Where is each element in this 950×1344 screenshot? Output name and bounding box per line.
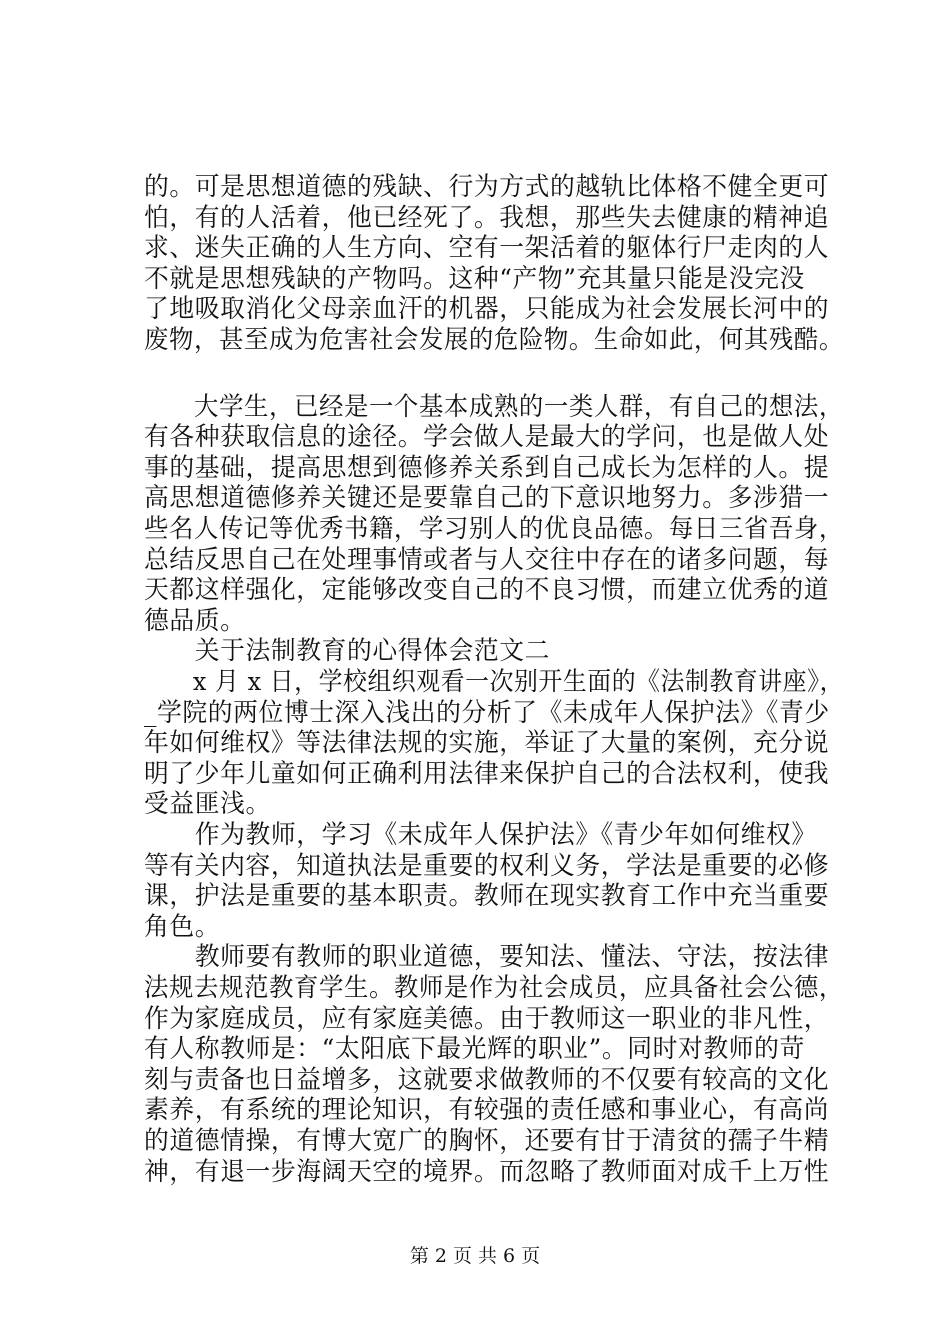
text-line: 不就是思想残缺的产物吗。这种“产物”充其量只能是没完没	[144, 264, 805, 294]
text-line: 明了少年儿童如何正确利用法律来保护自己的合法权利，使我	[144, 759, 830, 789]
text-line: 有各种获取信息的途径。学会做人是最大的学问，也是做人处	[144, 422, 830, 452]
text-line: 法规去规范教育学生。教师是作为社会成员，应具备社会公德，	[144, 973, 844, 1003]
text-line: 废物，甚至成为危害社会发展的危险物。生命如此，何其残酷。	[144, 325, 844, 355]
text-line: 等有关内容，知道执法是重要的权利义务，学法是重要的必修	[144, 851, 830, 881]
text-line: 大学生，已经是一个基本成熟的一类人群，有自己的想法，	[144, 392, 844, 422]
text-line: 求、迷失正确的人生方向、空有一架活着的躯体行尸走肉的人	[144, 233, 830, 263]
text-line: 神，有退一步海阔天空的境界。而忽略了教师面对成千上万性	[144, 1157, 830, 1187]
text-line: 角色。	[144, 912, 221, 942]
page-footer: 第 2 页 共 6 页	[409, 1245, 541, 1267]
text-line: 德品质。	[144, 606, 246, 636]
text-line: 课，护法是重要的基本职责。教师在现实教育工作中充当重要	[144, 881, 830, 911]
text-line: 素养，有系统的理论知识，有较强的责任感和事业心，有高尚	[144, 1095, 830, 1125]
text-line: 高思想道德修养关键还是要靠自己的下意识地努力。多涉猎一	[144, 483, 830, 513]
text-line: 受益匪浅。	[144, 789, 271, 819]
text-line: 的。可是思想道德的残缺、行为方式的越轨比体格不健全更可	[144, 172, 830, 202]
text-line: 有人称教师是：“太阳底下最光辉的职业”。同时对教师的苛	[144, 1034, 805, 1064]
text-line: 作为教师，学习《未成年人保护法》《青少年如何维权》	[144, 820, 817, 850]
text-line: 些名人传记等优秀书籍，学习别人的优良品德。每日三省吾身，	[144, 514, 844, 544]
text-line: 天都这样强化，定能够改变自己的不良习惯，而建立优秀的道	[144, 575, 830, 605]
text-line: 年如何维权》等法律法规的实施，举证了大量的案例，充分说	[144, 728, 830, 758]
section-heading: 关于法制教育的心得体会范文二	[144, 636, 550, 666]
text-line: 的道德情操，有博大宽广的胸怀，还要有甘于清贫的孺子牛精	[144, 1126, 830, 1156]
text-line: _学院的两位博士深入浅出的分析了《未成年人保护法》《青少	[144, 698, 830, 728]
text-line: x 月 x 日，学校组织观看一次别开生面的《法制教育讲座》，	[144, 667, 845, 697]
text-line: 作为家庭成员，应有家庭美德。由于教师这一职业的非凡性，	[144, 1004, 830, 1034]
text-line: 怕，有的人活着，他已经死了。我想，那些失去健康的精神追	[144, 203, 830, 233]
text-line: 事的基础，提高思想到德修养关系到自己成长为怎样的人。提	[144, 453, 830, 483]
text-line: 教师要有教师的职业道德，要知法、懂法、守法，按法律	[144, 942, 830, 972]
text-line: 了地吸取消化父母亲血汗的机器，只能成为社会发展长河中的	[144, 294, 830, 324]
text-line: 总结反思自己在处理事情或者与人交往中存在的诸多问题，每	[144, 545, 830, 575]
text-line: 刻与责备也日益增多，这就要求做教师的不仅要有较高的文化	[144, 1065, 830, 1095]
